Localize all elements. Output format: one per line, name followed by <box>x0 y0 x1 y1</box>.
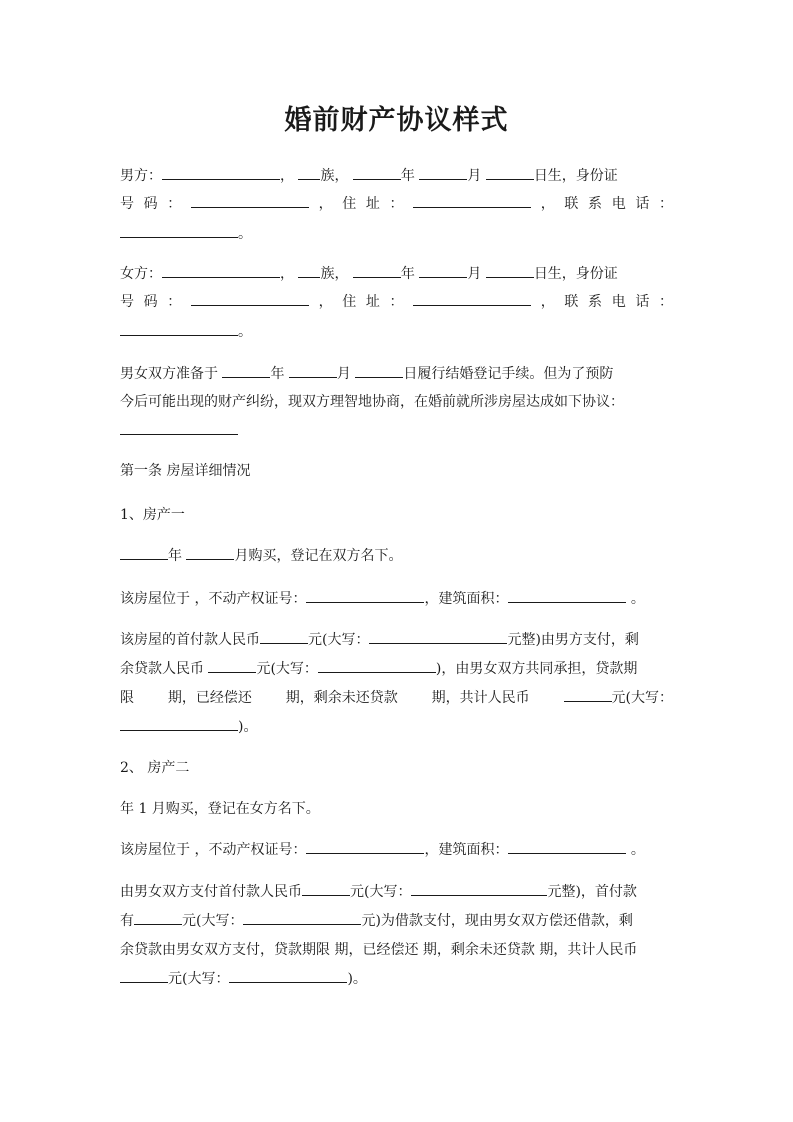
property-1-payment-line-2 <box>120 659 673 679</box>
text: 元(大写： <box>350 884 412 900</box>
blank-month <box>419 264 467 278</box>
intro-line-1 <box>120 364 673 384</box>
page-title: 婚前财产协议样式 <box>284 105 509 136</box>
text: ： <box>389 196 404 212</box>
text: ： <box>167 196 182 212</box>
text: 。 <box>238 324 252 340</box>
blank-amount <box>134 911 182 925</box>
property-2-purchase: 年 1 月购买，登记在女方名下。 <box>120 801 320 817</box>
text: ： <box>658 294 673 310</box>
text: 男女双方准备于 <box>120 366 218 382</box>
blank-amount-words <box>120 717 238 731</box>
male-line-2 <box>120 194 673 214</box>
text: )，由男女双方共同承担，贷款期 <box>435 661 638 677</box>
text: )。 <box>238 719 258 735</box>
text: 日履行结婚登记手续。但为了预防 <box>403 366 614 382</box>
blank-amount <box>302 882 350 896</box>
text: 系 <box>588 196 603 212</box>
blank-address <box>413 292 531 306</box>
text: ： <box>389 294 404 310</box>
blank-agreement <box>120 421 238 435</box>
property-1-payment-line-3 <box>120 688 673 708</box>
blank-amount-words <box>411 882 547 896</box>
text: 年 <box>400 168 415 184</box>
text: 期，已经偿还 <box>167 690 252 706</box>
property-2-payment-line-4 <box>120 969 673 989</box>
text: 电 <box>611 196 626 212</box>
text: ， <box>280 266 294 282</box>
blank-month <box>289 364 337 378</box>
text: 元)为借款支付，现由男女双方偿还借款，剩 <box>361 913 633 929</box>
blank-amount <box>120 969 168 983</box>
text: 码 <box>143 196 158 212</box>
text: 元整)由男方支付，剩 <box>507 632 639 648</box>
property-2-payment-line-1 <box>120 882 673 902</box>
male-line-3 <box>120 224 673 244</box>
text: 男方： <box>120 168 162 184</box>
blank-id-number <box>191 292 309 306</box>
text: 。 <box>238 226 252 242</box>
text: ： <box>658 196 673 212</box>
intro-line-3 <box>120 421 673 441</box>
text: ， <box>540 294 555 310</box>
text: 址 <box>365 294 380 310</box>
text: 元整)，首付款 <box>547 884 637 900</box>
blank-phone <box>120 224 238 238</box>
text: 月 <box>467 266 482 282</box>
text: ，建筑面积： <box>424 842 509 858</box>
property-1-heading: 1、房产一 <box>120 507 185 523</box>
text: ， <box>318 196 333 212</box>
text: 号 <box>120 196 134 212</box>
text: 该房屋位于 ，不动产权证号： <box>120 591 307 607</box>
text: 住 <box>342 196 357 212</box>
text: 年 <box>400 266 415 282</box>
text: 元(大写： <box>256 661 318 677</box>
text: 年 <box>168 548 182 564</box>
text: ， <box>318 294 333 310</box>
blank-year <box>353 166 401 180</box>
text: 话 <box>635 294 650 310</box>
blank-name <box>162 264 280 278</box>
text: 。 <box>630 842 645 858</box>
text: 该房屋的首付款人民币 <box>120 632 260 648</box>
text: 年 <box>270 366 285 382</box>
text: 族， <box>320 266 349 282</box>
blank-id-number <box>191 194 309 208</box>
blank-amount-words <box>369 630 507 644</box>
blank-floor-area <box>508 840 626 854</box>
blank-day <box>486 264 534 278</box>
text: 期，剩余未还贷款 <box>285 690 398 706</box>
article-1-heading: 第一条 房屋详细情况 <box>120 463 251 479</box>
text: 电 <box>611 294 626 310</box>
text: 元(大写： <box>611 690 673 706</box>
property-2-location <box>120 840 673 860</box>
text: ， <box>540 196 555 212</box>
text: 由男女双方支付首付款人民币 <box>120 884 302 900</box>
property-2-heading: 2、 房产二 <box>120 760 190 776</box>
blank-floor-area <box>508 589 626 603</box>
blank-amount-words <box>243 911 361 925</box>
blank-month <box>419 166 467 180</box>
property-1-location <box>120 589 673 609</box>
blank-day <box>486 166 534 180</box>
blank-month <box>186 546 234 560</box>
text: 日生，身份证 <box>533 266 618 282</box>
text: 。 <box>630 591 645 607</box>
text: 元(大写： <box>168 971 230 987</box>
text: 码 <box>143 294 158 310</box>
text: 族， <box>320 168 349 184</box>
blank-ethnicity <box>298 264 320 278</box>
property-1-purchase <box>120 546 673 566</box>
text: ，建筑面积： <box>424 591 509 607</box>
blank-amount <box>564 688 612 702</box>
text: 月 <box>336 366 351 382</box>
text: 号 <box>120 294 134 310</box>
text: 该房屋位于 ，不动产权证号： <box>120 842 307 858</box>
text: 元(大写： <box>182 913 244 929</box>
blank-certificate-number <box>306 840 424 854</box>
text: 有 <box>120 913 134 929</box>
property-2-payment-line-3: 余贷款由男女双方支付，贷款期限 期，已经偿还 期，剩余未还贷款 期，共计人民币 <box>120 942 638 958</box>
blank-year <box>120 546 168 560</box>
text: 元(大写： <box>308 632 370 648</box>
blank-day <box>355 364 403 378</box>
text: ： <box>167 294 182 310</box>
blank-certificate-number <box>306 589 424 603</box>
text: 址 <box>365 196 380 212</box>
blank-amount <box>260 630 308 644</box>
text: 日生，身份证 <box>533 168 618 184</box>
property-2-payment-line-2 <box>120 911 673 931</box>
blank-amount-words <box>318 659 436 673</box>
text: 系 <box>588 294 603 310</box>
text: 月 <box>467 168 482 184</box>
text: 期，共计人民币 <box>431 690 530 706</box>
blank-year <box>353 264 401 278</box>
text: 月购买，登记在双方名下。 <box>234 548 403 564</box>
blank-phone <box>120 322 238 336</box>
text: 联 <box>564 294 579 310</box>
blank-address <box>413 194 531 208</box>
text: ， <box>280 168 294 184</box>
intro-line-2: 今后可能出现的财产纠纷，现双方理智地协商，在婚前就所涉房屋达成如下协议： <box>120 394 624 410</box>
blank-year <box>222 364 270 378</box>
female-line-2 <box>120 292 673 312</box>
blank-amount-words <box>229 969 347 983</box>
text: 余贷款人民币 <box>120 661 204 677</box>
blank-ethnicity <box>298 166 320 180</box>
male-line-1 <box>120 166 673 186</box>
text: 女方： <box>120 266 162 282</box>
blank-amount <box>208 659 256 673</box>
property-1-payment-line-1 <box>120 630 673 650</box>
text: )。 <box>347 971 367 987</box>
blank-name <box>162 166 280 180</box>
female-line-3 <box>120 322 673 342</box>
text: 联 <box>564 196 579 212</box>
text: 话 <box>635 196 650 212</box>
text: 住 <box>342 294 357 310</box>
female-line-1 <box>120 264 673 284</box>
text: 限 <box>120 690 134 706</box>
property-1-payment-line-4 <box>120 717 673 737</box>
